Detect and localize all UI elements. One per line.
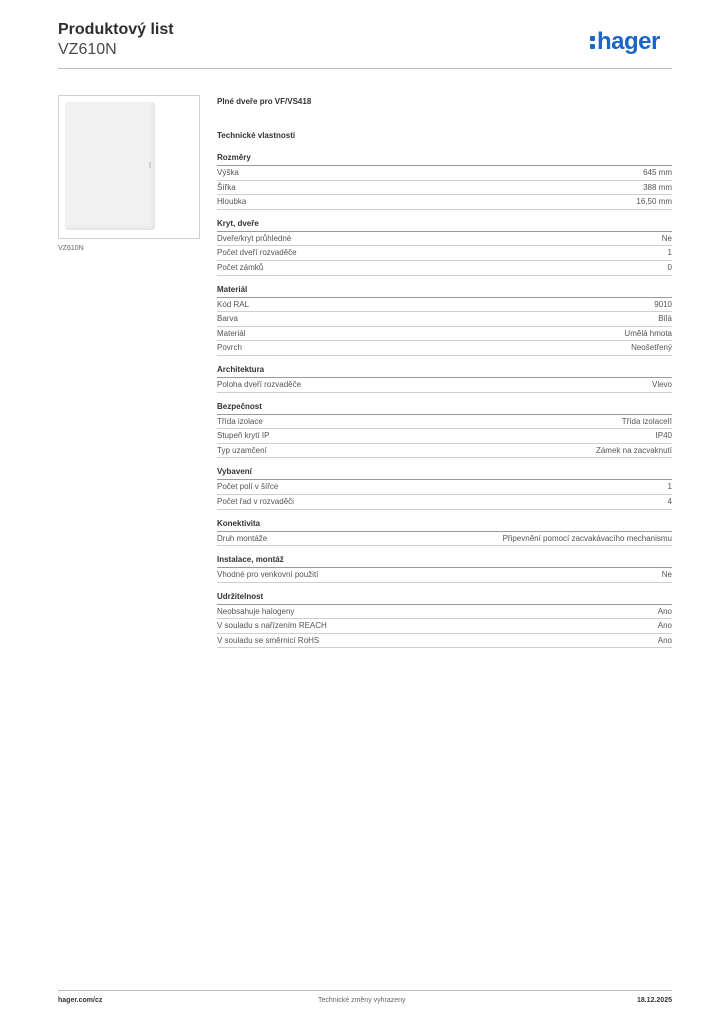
section-title: Rozměry [217,152,672,166]
property-value: Umělá hmota [624,328,672,338]
property-value: 645 mm [643,168,672,177]
footer-note: Technické změny vyhrazeny [318,997,406,1004]
section-title: Konektivita [217,518,672,532]
property-value: 16,50 mm [636,197,672,207]
property-label: Vhodné pro venkovní použití [217,570,319,580]
property-row [217,605,672,620]
property-label: Výška [217,168,239,177]
section-title: Udržitelnost [217,591,672,605]
property-row [217,232,672,247]
section-title: Instalace, montáž [217,554,672,568]
logo-text: hager [597,28,660,55]
section [217,152,672,210]
property-label: Neobsahuje halogeny [217,606,295,616]
property-label: Stupeň krytí IP [217,431,270,441]
property-value: 1 [667,248,672,258]
section [217,401,672,459]
property-value: Ano [657,621,672,631]
property-row [217,619,672,634]
property-label: Kód RAL [217,299,250,309]
property-label: V souladu s nařízením REACH [217,621,327,631]
property-value: 1 [667,482,672,492]
property-label: Poloha dveří rozvaděče [217,379,302,389]
property-row [217,495,672,510]
property-value: 388 mm [643,182,672,192]
property-value: 4 [667,496,672,506]
property-label: Počet dveří rozvaděče [217,248,297,258]
section [217,591,672,649]
product-code: VZ610N [58,41,117,58]
property-row [217,327,672,342]
hager-logo [590,28,660,56]
property-value: Zámek na zacvaknutí [595,445,672,455]
section [217,554,672,583]
property-value: Ne [661,570,672,580]
property-label: Typ uzamčení [217,445,267,455]
property-value: Připevnění pomocí zacvakávacího mechanismu [502,533,672,543]
product-content [217,97,672,656]
property-row [217,429,672,444]
property-row [217,246,672,261]
footer-date: 18.12.2025 [636,997,672,1004]
door-panel-picture [65,102,155,230]
panel-latch [149,162,151,168]
property-row [217,341,672,356]
document-header [58,20,174,60]
property-label: Materiál [217,328,246,338]
property-label: V souladu se směrnicí RoHS [217,635,320,645]
section [217,518,672,547]
header-divider [58,68,672,69]
section [217,466,672,509]
section [217,364,672,393]
section-title: Vybavení [217,466,672,480]
property-label: Hloubka [217,197,247,207]
property-label: Počet zámků [217,262,264,272]
property-value: 9010 [654,299,672,309]
section [217,284,672,356]
section-title: Kryt, dveře [217,218,672,232]
footer-divider [58,990,672,991]
property-label: Barva [217,314,238,324]
property-label: Třída izolace [217,416,263,426]
property-value: 0 [667,262,672,272]
document-title: Produktový list [58,21,174,38]
property-row [217,312,672,327]
footer-website: hager.com/cz [58,997,103,1004]
property-row [217,261,672,276]
technical-properties-heading: Technické vlastnosti [217,131,296,140]
property-row [217,195,672,210]
image-caption: VZ610N [58,245,84,252]
property-row [217,532,672,547]
property-value: Ano [657,635,672,645]
property-row [217,298,672,313]
property-label: Druh montáže [217,533,268,543]
property-value: IP40 [655,431,672,441]
logo-dots-icon [590,34,595,50]
property-row [217,444,672,459]
section-title: Architektura [217,364,672,378]
property-row [217,415,672,430]
property-row [217,634,672,649]
property-row [217,378,672,393]
property-label: Počet řad v rozvaděči [217,496,294,506]
property-label: Šířka [217,182,236,192]
property-value: Neošetřený [631,343,672,353]
property-label: Povrch [217,343,242,353]
property-row [217,568,672,583]
section [217,218,672,276]
property-row [217,166,672,181]
property-value: Ne [661,233,672,243]
properties-list [217,152,672,648]
property-label: Počet polí v šířce [217,482,279,492]
product-image [58,95,200,239]
section-title: Materiál [217,284,672,298]
property-row [217,181,672,196]
section-title: Bezpečnost [217,401,672,415]
property-value: Bílá [658,314,672,324]
property-label: Dveře/kryt průhledné [217,233,292,243]
property-value: Ano [657,606,672,616]
product-name: Plné dveře pro VF/VS418 [217,97,312,106]
property-value: Třída izolaceII [621,416,672,426]
property-value: Vlevo [651,379,672,389]
property-row [217,480,672,495]
